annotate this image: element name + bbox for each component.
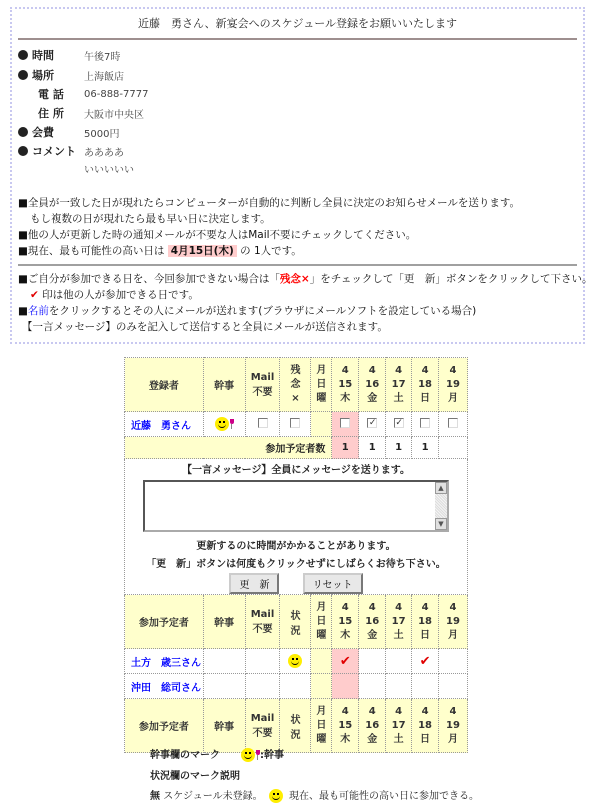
day-month: 4 — [449, 705, 457, 717]
header-month-day-weekday — [311, 595, 332, 649]
day-month: 4 — [341, 705, 349, 717]
scroll-up-icon[interactable]: ▲ — [435, 482, 447, 494]
detail-label: コメント — [32, 145, 76, 158]
header-mail — [245, 595, 280, 649]
notice-text: ■現在、最も可能性の高い日は — [18, 245, 165, 257]
day-month: 4 — [395, 601, 403, 613]
day-cell — [412, 674, 439, 699]
mdw-cell — [311, 674, 332, 699]
day-date: 15 — [338, 378, 353, 390]
header-day — [332, 358, 359, 412]
participant-row — [125, 649, 468, 674]
header-day — [412, 699, 439, 753]
day-weekday: 木 — [340, 392, 351, 404]
header-text: 月 — [316, 705, 327, 717]
day-weekday: 日 — [420, 392, 431, 404]
check-icon: ✔ — [419, 653, 431, 669]
day-weekday: 土 — [393, 629, 404, 641]
day-weekday: 木 — [340, 629, 351, 641]
day-weekday: 土 — [393, 733, 404, 745]
scroll-down-icon[interactable]: ▼ — [435, 518, 447, 530]
regret-label: 残念× — [279, 273, 310, 285]
header-participant: 参加予定者 — [125, 595, 204, 649]
bullet-icon — [18, 127, 28, 137]
notice-text: 印は他の人が参加できる日です。 — [42, 289, 199, 301]
day-date: 18 — [418, 615, 433, 627]
day-date: 17 — [391, 719, 406, 731]
day-weekday: 木 — [340, 733, 351, 745]
day-date: 16 — [365, 719, 380, 731]
day-date: 15 — [338, 719, 353, 731]
mail-cell — [245, 674, 280, 699]
day-month: 4 — [395, 705, 403, 717]
legend-text: 幹事欄のマーク — [150, 750, 220, 761]
organizer-cell — [203, 412, 245, 437]
smiley-icon — [288, 654, 302, 668]
detail-address — [18, 104, 144, 122]
header-organizer: 幹事 — [203, 358, 245, 412]
notice-line-6 — [30, 287, 199, 302]
page-title: 近藤 勇さん、新宴会へのスケジュール登録をお願いいたします — [138, 17, 457, 30]
header-text: 残 — [290, 364, 301, 376]
mdw-cell — [311, 412, 332, 437]
header-regret — [280, 358, 311, 412]
detail-value: ああああ — [84, 147, 124, 159]
header-status — [280, 699, 311, 753]
header-status — [280, 595, 311, 649]
day-weekday: 土 — [393, 392, 404, 404]
day-month: 4 — [421, 705, 429, 717]
day-cell — [359, 674, 386, 699]
day-date: 19 — [446, 615, 460, 627]
mail-unneeded-checkbox[interactable] — [258, 418, 268, 428]
check-icon: ✔ — [339, 653, 351, 669]
legend-status-marks — [150, 787, 479, 803]
day-date: 17 — [391, 378, 406, 390]
day-date: 18 — [418, 378, 433, 390]
notice-text: 」をチェックして「更 新」ボタンをクリックして下さい。 — [309, 273, 593, 285]
day-cell — [439, 412, 468, 437]
day-month: 4 — [449, 601, 457, 613]
status-cell — [280, 649, 311, 674]
header-text: × — [291, 392, 300, 404]
participants-footer-row — [125, 699, 468, 753]
day-month: 4 — [341, 364, 349, 376]
notice-line-3: ■他の人が更新した時の通知メールが不要な人はMail不要にチェックしてください。 — [18, 229, 417, 241]
day-month: 4 — [421, 601, 429, 613]
day-weekday: 金 — [367, 629, 378, 641]
day-month: 4 — [421, 364, 429, 376]
header-registrant: 登録者 — [125, 358, 204, 412]
user-name-link[interactable]: 近藤 勇さん — [125, 412, 204, 437]
count-0415: 1 — [332, 437, 359, 459]
day-date: 16 — [365, 378, 380, 390]
day-date: 19 — [446, 719, 460, 731]
detail-label: 会費 — [32, 126, 54, 139]
mdw-cell — [311, 649, 332, 674]
notice-text: ■ご自分が参加できる日を、今回参加できない場合は「 — [18, 273, 280, 285]
header-month-day-weekday — [311, 358, 332, 412]
event-info-box — [10, 7, 593, 344]
notice-line-4 — [18, 243, 302, 258]
bullet-icon — [18, 146, 28, 156]
header-text: 曜 — [316, 733, 327, 745]
schedule-table — [124, 357, 468, 753]
section-divider — [18, 264, 577, 266]
day-date: 19 — [446, 378, 460, 390]
textarea-scrollbar[interactable] — [435, 482, 447, 530]
day-date: 16 — [365, 615, 380, 627]
header-text: 況 — [290, 729, 301, 741]
header-day — [412, 358, 439, 412]
day-checkbox-0418[interactable] — [420, 418, 430, 428]
check-icon: ✔ — [30, 289, 39, 301]
detail-place — [18, 66, 124, 84]
smiley-icon — [215, 417, 229, 431]
regret-cell — [280, 412, 311, 437]
header-text: 日 — [316, 615, 327, 627]
detail-fee — [18, 123, 119, 141]
day-date: 18 — [418, 719, 433, 731]
message-row — [125, 459, 468, 595]
header-participant: 参加予定者 — [125, 699, 204, 753]
participants-header-row — [125, 595, 468, 649]
title-divider — [18, 38, 577, 40]
day-cell — [332, 412, 359, 437]
day-weekday: 月 — [448, 733, 458, 745]
detail-value: 上海飯店 — [84, 71, 124, 83]
detail-label: 住 所 — [38, 107, 64, 120]
day-cell — [359, 412, 386, 437]
day-month: 4 — [395, 364, 403, 376]
header-text: 日 — [316, 719, 327, 731]
header-day — [359, 595, 386, 649]
regret-checkbox[interactable] — [290, 418, 300, 428]
day-checkbox-0417[interactable] — [394, 418, 404, 428]
status-cell — [280, 674, 311, 699]
bullet-icon — [18, 50, 28, 60]
legend-text: 現在、最も可能性の高い日に参加できる。 — [288, 791, 479, 802]
day-month: 4 — [449, 364, 457, 376]
day-cell — [412, 649, 439, 674]
notice-line-5 — [18, 271, 593, 286]
day-weekday: 日 — [420, 733, 431, 745]
day-cell — [332, 649, 359, 674]
participant-name-link[interactable]: 沖田 総司さん — [125, 674, 204, 699]
smiley-icon — [241, 748, 255, 762]
count-0418: 1 — [412, 437, 439, 459]
header-day — [332, 699, 359, 753]
day-weekday: 月 — [448, 629, 458, 641]
header-text: 不要 — [252, 623, 273, 635]
header-text: Mail — [250, 371, 275, 383]
update-button[interactable]: 更 新 — [229, 573, 279, 594]
header-day — [359, 699, 386, 753]
detail-value: 午後7時 — [84, 51, 121, 63]
day-month: 4 — [368, 601, 376, 613]
header-text: 月 — [316, 364, 327, 376]
day-month: 4 — [368, 364, 376, 376]
detail-comment-line2 — [84, 159, 134, 177]
count-0419 — [439, 437, 468, 459]
header-day — [332, 595, 359, 649]
header-text: 曜 — [316, 392, 327, 404]
day-weekday: 金 — [367, 733, 378, 745]
wine-glass-icon — [256, 750, 260, 760]
day-checkbox-0415[interactable] — [340, 418, 350, 428]
day-date: 17 — [391, 615, 406, 627]
header-day — [386, 699, 412, 753]
smiley-icon — [269, 789, 283, 803]
detail-time — [18, 46, 120, 64]
detail-label: 電 話 — [38, 88, 64, 101]
header-text: Mail — [250, 608, 275, 620]
count-0417: 1 — [386, 437, 412, 459]
day-cell — [439, 649, 468, 674]
header-organizer: 幹事 — [203, 595, 245, 649]
likely-date-badge: 4月15日(木) — [168, 245, 237, 257]
header-day — [412, 595, 439, 649]
detail-value: 大阪市中央区 — [84, 109, 144, 121]
header-month-day-weekday — [311, 699, 332, 753]
day-cell — [386, 674, 412, 699]
notice-text: ■ — [18, 305, 28, 317]
header-text: 不要 — [252, 386, 273, 398]
day-weekday: 月 — [448, 392, 458, 404]
notice-text: の 1人です。 — [240, 245, 302, 257]
detail-phone — [18, 85, 148, 103]
organizer-cell — [203, 649, 245, 674]
header-text: 念 — [290, 378, 301, 390]
notice-line-7 — [18, 303, 476, 318]
header-day — [439, 699, 468, 753]
mail-unneeded-cell — [245, 412, 280, 437]
legend-text: スケジュール未登録。 — [163, 791, 263, 802]
header-text: 月 — [316, 601, 327, 613]
update-note-1: 更新するのに時間がかかることがあります。 — [196, 541, 396, 552]
message-section — [125, 459, 468, 595]
header-text: 不要 — [252, 727, 273, 739]
header-text: 状 — [290, 714, 301, 726]
header-day — [386, 595, 412, 649]
day-month: 4 — [341, 601, 349, 613]
count-0416: 1 — [359, 437, 386, 459]
reset-button[interactable]: リセット — [303, 573, 363, 594]
day-date: 15 — [338, 615, 353, 627]
header-day — [359, 358, 386, 412]
legend-text: :幹事 — [259, 750, 284, 761]
registration-header-row — [125, 358, 468, 412]
update-note-2: 「更 新」ボタンは何度もクリックせずにしばらくお待ち下さい。 — [146, 559, 446, 570]
header-mail — [245, 699, 280, 753]
day-cell — [386, 412, 412, 437]
notice-line-8: 【一言メッセージ】のみを記入して送信すると全員にメールが送信されます。 — [22, 321, 388, 333]
header-text: 日 — [316, 378, 327, 390]
day-month: 4 — [368, 705, 376, 717]
participant-name-link[interactable]: 土方 歳三さん — [125, 649, 204, 674]
day-checkbox-0419[interactable] — [448, 418, 458, 428]
day-cell — [386, 649, 412, 674]
header-text: Mail — [250, 712, 275, 724]
day-weekday: 日 — [420, 629, 431, 641]
header-mail — [245, 358, 280, 412]
header-text: 状 — [290, 610, 301, 622]
detail-comment — [18, 142, 124, 160]
legend-status-title: 状況欄のマーク説明 — [150, 771, 240, 782]
day-cell — [439, 674, 468, 699]
legend-organizer-mark — [150, 746, 284, 762]
detail-value: 5000円 — [84, 128, 120, 140]
day-checkbox-0416[interactable] — [367, 418, 377, 428]
day-cell — [412, 412, 439, 437]
header-day — [439, 595, 468, 649]
header-day — [386, 358, 412, 412]
mail-cell — [245, 649, 280, 674]
bullet-icon — [18, 70, 28, 80]
participant-row — [125, 674, 468, 699]
header-organizer: 幹事 — [203, 699, 245, 753]
header-text: 況 — [290, 625, 301, 637]
wine-glass-icon — [230, 419, 234, 429]
count-row — [125, 437, 468, 459]
detail-label: 時間 — [32, 49, 54, 62]
message-title: 【一言メッセージ】全員にメッセージを送ります。 — [182, 465, 410, 476]
name-link-label: 名前 — [27, 305, 49, 317]
notice-text: をクリックするとその人にメールが送れます(ブラウザにメールソフトを設定している場合) — [48, 305, 477, 317]
detail-value: いいいいい — [84, 164, 134, 176]
count-label: 参加予定者数 — [125, 437, 332, 459]
legend-none-mark: 無 — [150, 791, 160, 802]
notice-line-2: もし複数の日が現れたら最も早い日に決定します。 — [30, 213, 271, 225]
header-text: 曜 — [316, 629, 327, 641]
message-textarea[interactable] — [143, 480, 449, 532]
organizer-cell — [203, 674, 245, 699]
day-weekday: 金 — [367, 392, 378, 404]
detail-label: 場所 — [32, 69, 54, 82]
header-day — [439, 358, 468, 412]
day-cell — [359, 649, 386, 674]
notice-line-1: ■全員が一致した日が現れたらコンピューターが自動的に判断し全員に決定のお知らせメールを送ります。 — [18, 197, 521, 209]
user-registration-row — [125, 412, 468, 437]
detail-value: 06-888-7777 — [84, 88, 149, 100]
day-cell — [332, 674, 359, 699]
